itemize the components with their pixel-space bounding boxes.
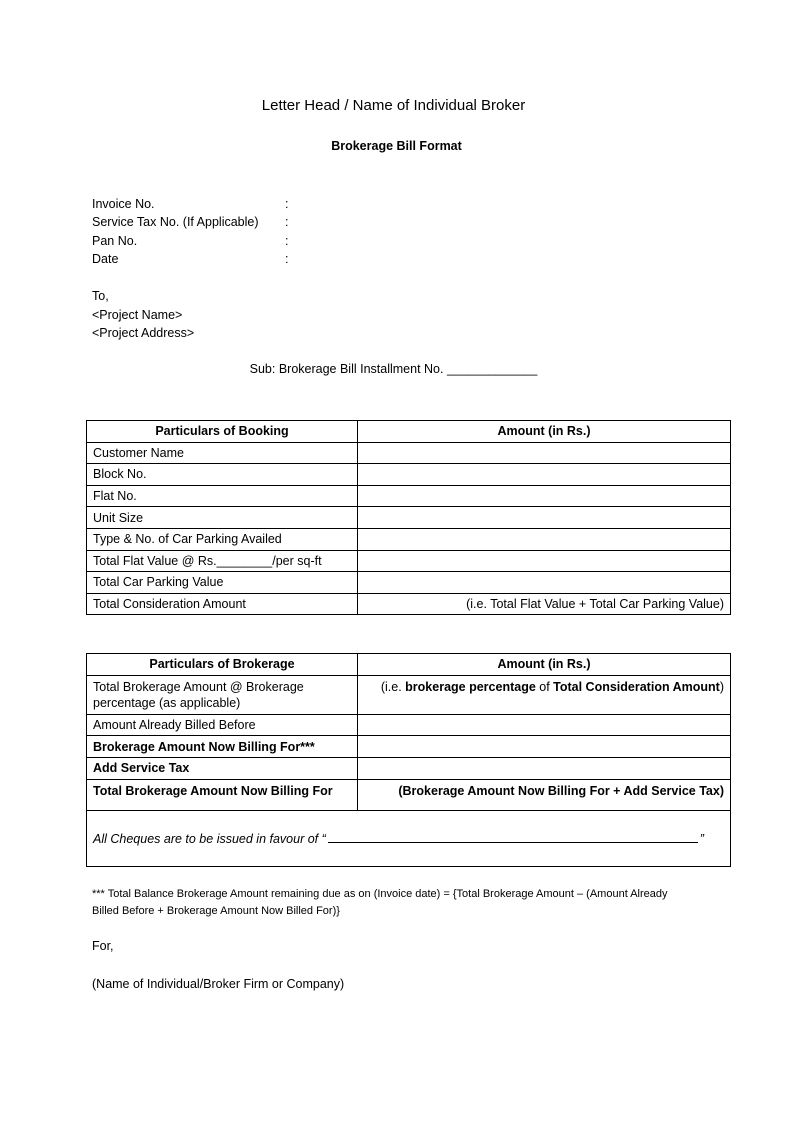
amount-cell <box>358 485 731 507</box>
particular-cell: Block No. <box>87 464 358 486</box>
recipient-address <box>92 287 194 343</box>
particular-cell: Add Service Tax <box>87 758 358 780</box>
amount-text: ) <box>719 679 724 694</box>
to-label: To, <box>92 289 109 303</box>
amount-cell <box>358 675 731 714</box>
amount-cell <box>358 550 731 572</box>
particular-cell: Total Car Parking Value <box>87 572 358 594</box>
cheque-suffix: ” <box>699 831 704 846</box>
table-row <box>87 442 731 464</box>
particular-cell: Flat No. <box>87 485 358 507</box>
amount-emphasis: Total Consideration Amount <box>553 679 720 694</box>
amount-cell <box>358 758 731 780</box>
pan-no-label: Pan No. <box>92 233 138 248</box>
signatory-name: (Name of Individual/Broker Firm or Company) <box>92 977 345 991</box>
cheque-prefix: All Cheques are to be issued in favour of “ <box>93 831 326 846</box>
table-row <box>87 550 731 572</box>
subject-line: Sub: Brokerage Bill Installment No. _____________ <box>249 362 538 376</box>
amount-text: of <box>535 679 554 694</box>
particular-cell: Unit Size <box>87 507 358 529</box>
booking-table <box>86 420 731 615</box>
invoice-no-row <box>92 195 289 213</box>
project-address: <Project Address> <box>92 326 195 341</box>
payee-blank-line <box>328 830 698 843</box>
table-row <box>87 758 731 780</box>
cheque-instruction <box>87 810 731 866</box>
table-row <box>87 464 731 486</box>
for-label: For, <box>92 939 114 953</box>
table-row <box>87 714 731 736</box>
date-colon: : <box>285 251 289 266</box>
amount-cell <box>358 528 731 550</box>
particular-cell: Amount Already Billed Before <box>87 714 358 736</box>
amount-emphasis: brokerage percentage <box>405 679 536 694</box>
table-row <box>87 528 731 550</box>
amount-cell: (i.e. Total Flat Value + Total Car Parking Value) <box>358 593 731 615</box>
table-row <box>87 675 731 714</box>
invoice-no-label: Invoice No. <box>92 197 155 211</box>
footnote: *** Total Balance Brokerage Amount remaining due as on (Invoice date) = {Total Brokerage Amount – (Amount Already Billed Before + Brokerage Amount Now Billed For)} <box>92 888 668 917</box>
brokerage-table <box>86 653 731 867</box>
table-row <box>87 485 731 507</box>
particular-cell: Total Brokerage Amount Now Billing For <box>87 779 358 810</box>
table-row <box>87 572 731 594</box>
table-header-row <box>87 654 731 676</box>
column-header: Particulars of Booking <box>87 421 358 443</box>
table-row <box>87 507 731 529</box>
particular-cell: Total Consideration Amount <box>87 593 358 615</box>
amount-cell <box>358 507 731 529</box>
pan-no-colon: : <box>285 233 289 248</box>
particular-cell: Total Flat Value @ Rs.________/per sq-ft <box>87 550 358 572</box>
table-header-row <box>87 421 731 443</box>
project-name: <Project Name> <box>92 307 183 322</box>
table-row <box>87 779 731 810</box>
column-header: Amount (in Rs.) <box>358 421 731 443</box>
particular-cell: Brokerage Amount Now Billing For*** <box>87 736 358 758</box>
service-tax-row <box>92 213 289 231</box>
column-header: Particulars of Brokerage <box>87 654 358 676</box>
invoice-details <box>92 195 289 268</box>
pan-no-row <box>92 232 289 250</box>
amount-cell: (Brokerage Amount Now Billing For + Add Service Tax) <box>358 779 731 810</box>
invoice-no-colon: : <box>285 197 289 211</box>
amount-cell <box>358 714 731 736</box>
amount-cell <box>358 442 731 464</box>
table-row <box>87 736 731 758</box>
cheque-row <box>87 810 731 866</box>
column-header: Amount (in Rs.) <box>358 654 731 676</box>
date-label: Date <box>92 251 119 266</box>
particular-cell: Type & No. of Car Parking Availed <box>87 528 358 550</box>
document-title: Brokerage Bill Format <box>331 139 462 153</box>
service-tax-label: Service Tax No. (If Applicable) <box>92 215 259 230</box>
table-row <box>87 593 731 615</box>
particular-cell: Total Brokerage Amount @ Brokerage percentage (as applicable) <box>87 675 358 714</box>
amount-cell <box>358 572 731 594</box>
amount-cell <box>358 464 731 486</box>
letterhead: Letter Head / Name of Individual Broker <box>261 97 526 114</box>
amount-text: (i.e. <box>380 679 406 694</box>
particular-cell: Customer Name <box>87 442 358 464</box>
service-tax-colon: : <box>285 215 289 230</box>
amount-cell <box>358 736 731 758</box>
date-row <box>92 250 289 268</box>
